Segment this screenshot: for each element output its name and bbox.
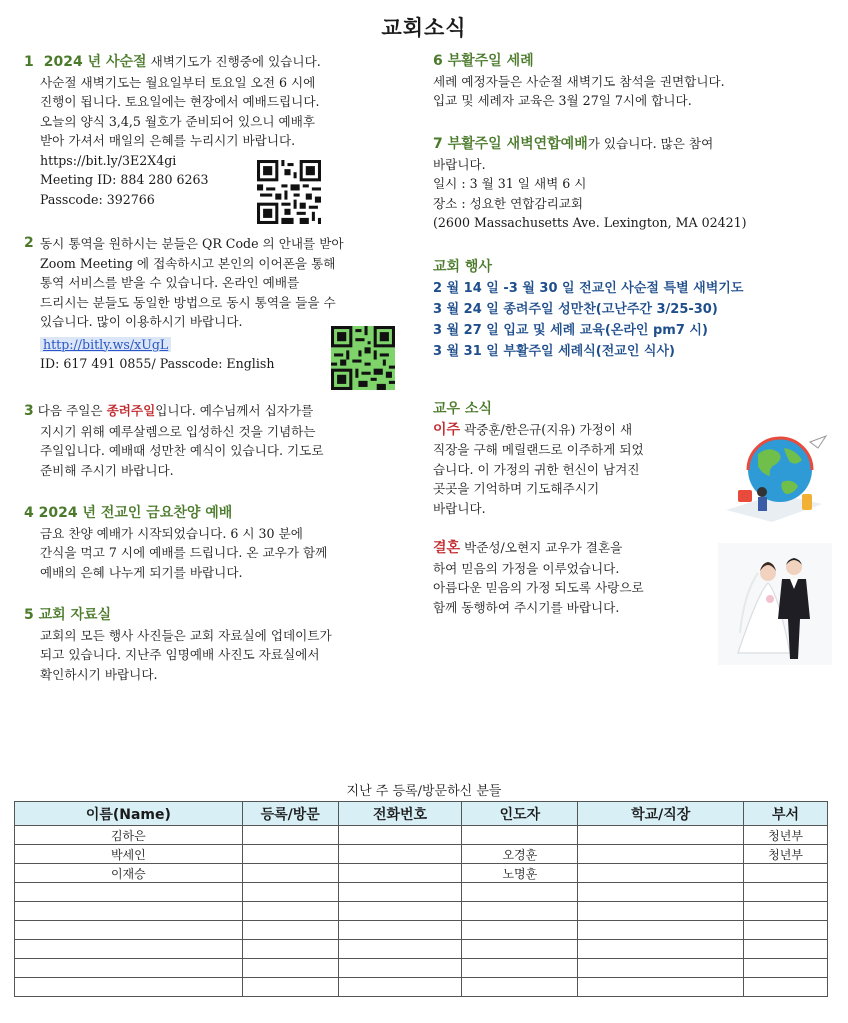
- section-baptism: [433, 52, 833, 111]
- body-line: 바랍니다.: [433, 500, 486, 516]
- table-cell: [462, 959, 578, 978]
- qr-code-icon[interactable]: [257, 160, 321, 224]
- section-title-rest: 새벽기도가 진행중에 있습니다.: [146, 54, 321, 69]
- table-cell: [338, 940, 462, 959]
- table-cell: [338, 978, 462, 997]
- table-row: [15, 959, 828, 978]
- event-item: 3 월 31 일 부활주일 세례식(전교인 식사): [433, 343, 675, 359]
- visitor-table: [14, 801, 828, 997]
- table-cell: [744, 978, 828, 997]
- body-line: 예배의 은혜 나누게 되기를 바랍니다.: [40, 564, 243, 580]
- table-cell: 이재승: [15, 864, 243, 883]
- body-line: 습니다. 이 가정의 귀한 헌신이 남겨진: [433, 461, 640, 477]
- body-line: 사순절 새벽기도는 월요일부터 토요일 오전 6 시에: [40, 74, 316, 90]
- table-cell: [15, 959, 243, 978]
- table-cell: [744, 864, 828, 883]
- table-cell: [578, 845, 744, 864]
- table-row: [15, 883, 828, 902]
- col-header-guide: 인도자: [462, 802, 578, 826]
- table-cell: [242, 921, 338, 940]
- table-row: [15, 826, 828, 845]
- table-cell: [462, 921, 578, 940]
- body-line: 하여 믿음의 가정을 이루었습니다.: [433, 560, 620, 576]
- passcode: Passcode: 392766: [40, 191, 155, 207]
- table-cell: [462, 978, 578, 997]
- event-item: 3 월 27 일 입교 및 세례 교육(온라인 pm7 시): [433, 322, 708, 338]
- table-cell: [744, 921, 828, 940]
- table-row: [15, 978, 828, 997]
- section-church-events: [433, 258, 833, 362]
- body-line: 통역 서비스를 받을 수 있습니다. 온라인 예배를: [40, 275, 300, 290]
- table-cell: [15, 883, 243, 902]
- table-cell: [744, 940, 828, 959]
- page-title: 교회소식: [381, 16, 467, 40]
- table-cell: [242, 864, 338, 883]
- body-line: 입교 및 세례자 교육은 3월 27일 7시에 합니다.: [433, 93, 692, 108]
- table-cell: 박세인: [15, 845, 243, 864]
- table-cell: [338, 883, 462, 902]
- table-cell: [578, 978, 744, 997]
- table-row: [15, 940, 828, 959]
- event-item: 2 월 14 일 -3 월 30 일 전교인 사순절 특별 새벽기도: [433, 280, 744, 296]
- body-line: 오늘의 양식 3,4,5 월호가 준비되어 있으니 예배후: [40, 113, 316, 129]
- table-cell: 오경훈: [462, 845, 578, 864]
- section-easter-service: [433, 134, 833, 233]
- table-cell: [578, 902, 744, 921]
- body-line: 진행이 됩니다. 토요일에는 현장에서 예배드립니다.: [40, 94, 320, 109]
- col-header-department: 부서: [744, 802, 828, 826]
- table-cell: [15, 902, 243, 921]
- table-cell: [578, 959, 744, 978]
- table-cell: [744, 883, 828, 902]
- table-cell: [338, 845, 462, 864]
- wedding-couple-icon: [718, 543, 832, 665]
- body-text: 곽중훈/한은규(지유) 가정이 새: [460, 421, 633, 437]
- section-number: 3: [24, 403, 34, 419]
- table-cell: [462, 826, 578, 845]
- table-row: [15, 845, 828, 864]
- col-header-school-work: 학교/직장: [578, 802, 744, 826]
- table-cell: 청년부: [744, 845, 828, 864]
- qr-code-icon[interactable]: [331, 326, 395, 390]
- section-member-news: [433, 400, 723, 617]
- body-line: 세례 예정자들은 사순절 새벽기도 참석을 권면합니다.: [433, 73, 725, 89]
- bitly-link[interactable]: http://bitly.ws/xUgL: [40, 337, 171, 352]
- table-cell: [578, 864, 744, 883]
- table-cell: [242, 902, 338, 921]
- table-cell: 노명훈: [462, 864, 578, 883]
- body-line: 간식을 먹고 7 시에 예배를 드립니다. 온 교우가 함께: [40, 545, 328, 560]
- table-cell: [338, 826, 462, 845]
- col-header-name: 이름(Name): [15, 802, 243, 826]
- body-line: Zoom Meeting 에 접속하시고 본인의 이어폰을 통해: [40, 255, 336, 271]
- zoom-id-line: ID: 617 491 0855/ Passcode: English: [40, 356, 275, 371]
- table-title: 지난 주 등록/방문하신 분들: [346, 784, 502, 799]
- body-line: 직장을 구해 메릴랜드로 이주하게 되었: [433, 442, 644, 457]
- table-cell: [242, 940, 338, 959]
- wedding-label: 결혼: [433, 540, 461, 556]
- section-number: 2: [24, 235, 34, 251]
- body-line: 교회의 모든 행사 사진들은 교회 자료실에 업데이트가: [40, 627, 332, 643]
- table-cell: [578, 940, 744, 959]
- body-line: 아름다운 믿음의 가정 되도록 사랑으로: [433, 580, 644, 595]
- table-cell: [462, 940, 578, 959]
- section-number: 1: [24, 54, 34, 70]
- section-title: 4 2024 년 전교인 금요찬양 예배: [24, 505, 233, 521]
- table-cell: [744, 959, 828, 978]
- globe-travel-icon: [718, 424, 830, 528]
- body-line: 동시 통역을 원하시는 분들은 QR Code 의 안내를 받아: [40, 236, 344, 251]
- body-line: 함께 동행하여 주시기를 바랍니다.: [433, 599, 620, 615]
- table-cell: [338, 902, 462, 921]
- body-line: (2600 Massachusetts Ave. Lexington, MA 02421): [433, 215, 747, 230]
- section-palm-sunday: [24, 401, 419, 480]
- table-cell: [578, 826, 744, 845]
- body-line: 일시 : 3 월 31 일 새벽 6 시: [433, 176, 587, 191]
- table-cell: [578, 921, 744, 940]
- body-line: 주일입니다. 예배때 성만찬 예식이 있습니다. 기도로: [40, 443, 324, 458]
- table-row: [15, 864, 828, 883]
- section-title: 2024 년 사순절: [43, 54, 147, 70]
- body-line: 금요 찬양 예배가 시작되었습니다. 6 시 30 분에: [40, 525, 303, 541]
- table-cell: [338, 959, 462, 978]
- body-line: 곳곳을 기억하며 기도해주시기: [433, 481, 600, 496]
- section-title: 7 부활주일 새벽연합예배: [433, 136, 588, 152]
- table-cell: 김하은: [15, 826, 243, 845]
- table-cell: [578, 883, 744, 902]
- section-title: 교우 소식: [433, 401, 492, 417]
- body-line: 확인하시기 바랍니다.: [40, 666, 158, 682]
- section-title: 6 부활주일 세례: [433, 53, 534, 69]
- body-text: 박준성/오현지 교우가 결혼을: [460, 540, 623, 555]
- palm-sunday-highlight: 종려주일: [106, 403, 156, 418]
- table-cell: 청년부: [744, 826, 828, 845]
- table-cell: [242, 883, 338, 902]
- body-line: 되고 있습니다. 지난주 임명예배 사진도 자료실에서: [40, 647, 320, 662]
- table-header-row: [15, 802, 828, 826]
- table-cell: [15, 921, 243, 940]
- table-cell: [242, 845, 338, 864]
- body-line: 드리시는 분들도 동일한 방법으로 동시 통역을 들을 수: [40, 294, 336, 310]
- move-label: 이주: [433, 421, 461, 438]
- body-text: 입니다. 예수님께서 십자가를: [155, 403, 314, 418]
- section-title: 교회 행사: [433, 259, 492, 275]
- table-cell: [462, 883, 578, 902]
- body-line: 준비해 주시기 바랍니다.: [40, 462, 174, 478]
- table-cell: [338, 864, 462, 883]
- table-cell: [462, 902, 578, 921]
- table-row: [15, 921, 828, 940]
- body-line: 받아 가셔서 매일의 은혜를 누리시기 바랍니다.: [40, 133, 296, 148]
- section-archive: [24, 606, 419, 684]
- body-line: 바랍니다.: [433, 156, 486, 172]
- section-lent-prayer: [24, 52, 424, 209]
- body-line: 장소 : 성요한 연합감리교회: [433, 195, 584, 211]
- table-cell: [242, 959, 338, 978]
- zoom-url[interactable]: https://bit.ly/3E2X4gi: [40, 152, 177, 168]
- col-header-status: 등록/방문: [242, 802, 338, 826]
- body-line: 지시기 위해 예루살렘으로 입성하신 것을 기념하는: [40, 423, 316, 439]
- body-text: 다음 주일은: [33, 403, 107, 418]
- table-cell: [15, 978, 243, 997]
- table-cell: [242, 826, 338, 845]
- meeting-id: Meeting ID: 884 280 6263: [40, 172, 209, 187]
- table-cell: [242, 978, 338, 997]
- table-cell: [744, 902, 828, 921]
- section-friday-worship: [24, 504, 419, 582]
- col-header-phone: 전화번호: [338, 802, 462, 826]
- body-line: 있습니다. 많이 이용하시기 바랍니다.: [40, 314, 243, 329]
- table-cell: [15, 940, 243, 959]
- event-item: 3 월 24 일 종려주일 성만찬(고난주간 3/25-30): [433, 301, 718, 317]
- table-cell: [338, 921, 462, 940]
- section-title: 5 교회 자료실: [24, 607, 112, 623]
- section-title-rest: 가 있습니다. 많은 참여: [587, 136, 714, 151]
- table-row: [15, 902, 828, 921]
